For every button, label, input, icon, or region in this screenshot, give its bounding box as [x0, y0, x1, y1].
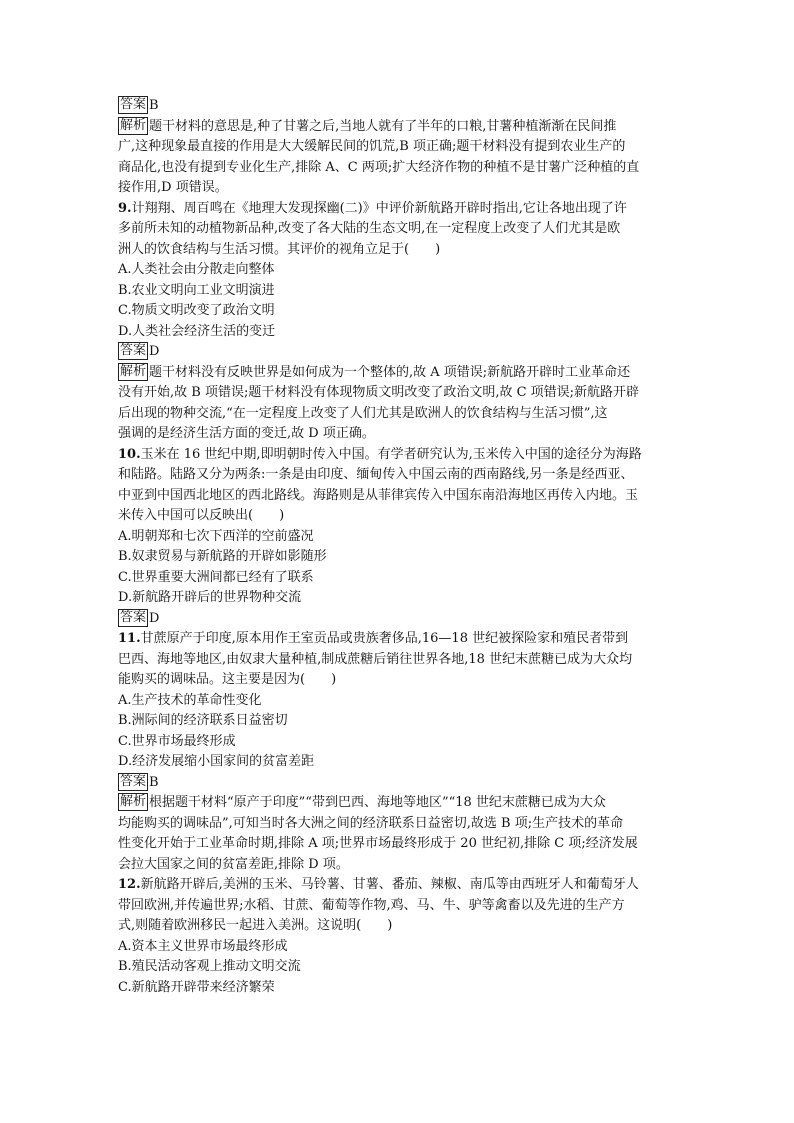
- answer-option: B.农业文明向工业文明演进: [118, 282, 275, 298]
- answer-option: C.世界重要大洲间都已经有了联系: [118, 569, 314, 585]
- answer-option: C.新航路开辟带来经济繁荣: [118, 979, 275, 995]
- analysis-text: 题干材料的意思是,种了甘薯之后,当地人就有了半年的口粮,甘薯种植渐渐在民间推: [149, 118, 617, 134]
- analysis-line: [118, 178, 684, 199]
- question-text: 巴西、海地等地区,由奴隶大量种植,制成蔗糖后销往世界各地,18 世纪末蔗糖已成为大众均: [118, 651, 633, 667]
- answer-option: D.经济发展缩小国家间的贫富差距: [118, 754, 315, 769]
- answer-line: [118, 609, 684, 630]
- question-line: [118, 486, 684, 507]
- answer-option: D.新航路开辟后的世界物种交流: [118, 590, 302, 605]
- analysis-line: [118, 158, 684, 179]
- answer-value: B: [149, 98, 159, 113]
- question-number: 9.: [118, 200, 132, 216]
- question-number: 10.: [118, 446, 141, 462]
- answer-option: A.资本主义世界市场最终形成: [118, 938, 288, 954]
- answer-tag: 答案: [120, 773, 147, 789]
- analysis-line: [118, 117, 684, 138]
- question-line: [118, 219, 684, 240]
- answer-value: D: [149, 610, 160, 626]
- question-text: 式,则随着欧洲移民一起进入美洲。这说明( ): [118, 918, 393, 933]
- question-line: [118, 896, 684, 917]
- question-text: 甘蔗原产于印度,原本用作王室贡品或贵族奢侈品,16—18 世纪被探险家和殖民者带到: [140, 631, 629, 646]
- question-line: [118, 670, 684, 691]
- answer-option: A.生产技术的革命性变化: [118, 692, 262, 708]
- answer-value: D: [149, 344, 160, 359]
- question-text: 计翔翔、周百鸣在《地理大发现探幽(二)》中评价新航路开辟时指出,它让各地出现了许: [131, 200, 627, 216]
- answer-option: A.明朝郑和七次下西洋的空前盛况: [118, 528, 314, 544]
- analysis-line: [118, 855, 684, 876]
- answer-option: C.世界市场最终形成: [118, 733, 236, 749]
- question-text: 多前所未知的动植物新品种,改变了各大陆的生态文明,在一定程度上改变了人们尤其是欧: [118, 221, 621, 236]
- question-line: [118, 916, 684, 937]
- analysis-text: 商品化,也没有提到专业化生产,排除 A、C 两项;扩大经济作物的种植不是甘薯广泛种植的直: [118, 159, 640, 175]
- answer-option: A.人类社会由分散走向整体: [118, 262, 275, 277]
- question-line: [118, 875, 684, 896]
- analysis-text: 接作用,D 项错误。: [118, 180, 228, 195]
- answer-option: B.洲际间的经济联系日益密切: [118, 713, 288, 728]
- analysis-line: [118, 793, 684, 814]
- analysis-tag: 解析: [120, 794, 147, 809]
- question-text: 和陆路。陆路又分为两条:一条是由印度、缅甸传入中国云南的西南路线,另一条是经西亚、: [118, 467, 634, 482]
- analysis-line: [118, 137, 684, 158]
- analysis-text: 后出现的物种交流,“在一定程度上改变了人们尤其是欧洲人的饮食结构与生活习惯”,这: [118, 405, 608, 421]
- analysis-text: 没有开始,故 B 项错误;题干材料没有体现物质文明改变了政治文明,故 C 项错误;新航路开辟: [118, 385, 640, 400]
- analysis-line: [118, 383, 684, 404]
- question-text: 洲人的饮食结构与生活习惯。其评价的视角立足于( ): [118, 241, 441, 257]
- question-line: [118, 445, 684, 466]
- answer-tag: 答案: [120, 609, 147, 625]
- analysis-line: [118, 424, 684, 445]
- answer-tag: 答案: [120, 343, 147, 358]
- analysis-text: 性变化开始于工业革命时期,排除 A 项;世界市场最终形成于 20 世纪初,排除 C 项;经济发展: [118, 836, 638, 851]
- question-text: 能购买的调味品。这主要是因为( ): [118, 672, 337, 687]
- question-number: 12.: [118, 877, 141, 892]
- analysis-text: 均能购买的调味品”,可知当时各大洲之间的经济联系日益密切,故选 B 项;生产技术的革命: [118, 815, 624, 831]
- question-text: 新航路开辟后,美洲的玉米、马铃薯、甘薯、番茄、辣椒、南瓜等由西班牙人和葡萄牙人: [140, 877, 639, 892]
- analysis-tag: 解析: [120, 363, 147, 379]
- question-text: 玉米在 16 世纪中期,即明朝时传入中国。有学者研究认为,玉米传入中国的途径分为海路: [140, 446, 642, 462]
- question-line: [118, 650, 684, 671]
- answer-tag: 答案: [120, 97, 147, 112]
- answer-line: [118, 342, 684, 363]
- analysis-text: 题干材料没有反映世界是如何成为一个整体的,故 A 项错误;新航路开辟时工业革命还: [149, 364, 631, 380]
- question-line: [118, 199, 684, 220]
- question-line: [118, 506, 684, 527]
- question-number: 11.: [118, 631, 141, 646]
- question-line: [118, 629, 684, 650]
- answer-option: B.奴隶贸易与新航路的开辟如影随形: [118, 549, 327, 564]
- answer-line: [118, 773, 684, 794]
- question-text: 带回欧洲,并传遍世界;水稻、甘蔗、葡萄等作物,鸡、马、牛、驴等禽畜以及先进的生产方: [118, 897, 625, 913]
- analysis-line: [118, 404, 684, 425]
- answer-value: B: [149, 774, 159, 790]
- analysis-text: 强调的是经济生活方面的变迁,故 D 项正确。: [118, 426, 375, 441]
- analysis-line: [118, 814, 684, 835]
- analysis-line: [118, 363, 684, 384]
- analysis-tag: 解析: [120, 117, 147, 133]
- question-text: 米传入中国可以反映出( ): [118, 508, 285, 523]
- analysis-text: 根据题干材料“原产于印度”“带到巴西、海地等地区”“18 世纪末蔗糖已成为大众: [149, 795, 606, 810]
- answer-line: [118, 96, 684, 117]
- document-page: [118, 96, 684, 998]
- answer-option: B.殖民活动客观上推动文明交流: [118, 959, 301, 974]
- analysis-text: 广,这种现象最直接的作用是大大缓解民间的饥荒,B 项正确;题干材料没有提到农业生产的: [118, 139, 626, 154]
- question-line: [118, 465, 684, 486]
- analysis-text: 会拉大国家之间的贫富差距,排除 D 项。: [118, 856, 349, 872]
- question-line: [118, 240, 684, 261]
- question-text: 中亚到中国西北地区的西北路线。海路则是从菲律宾传入中国东南沿海地区再传入内地。玉: [118, 487, 639, 503]
- analysis-line: [118, 834, 684, 855]
- answer-option: D.人类社会经济生活的变迁: [118, 323, 276, 339]
- answer-option: C.物质文明改变了政治文明: [118, 303, 275, 318]
